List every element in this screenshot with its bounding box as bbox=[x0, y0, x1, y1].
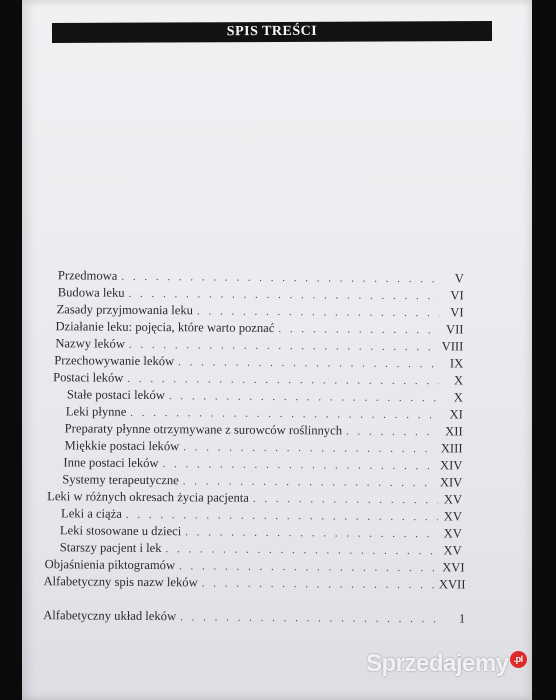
toc-entry-title: Alfabetyczny spis nazw leków bbox=[43, 574, 198, 590]
toc-entry-page: V bbox=[454, 271, 464, 286]
toc-entry-page: XV bbox=[443, 509, 463, 524]
sprzedajemy-watermark bbox=[366, 650, 527, 678]
watermark-badge-icon: .pl bbox=[510, 651, 527, 668]
toc-entry-page: XIV bbox=[439, 475, 463, 490]
toc-entry-title: Objaśnienia piktogramów bbox=[44, 557, 176, 573]
page-title: SPIS TREŚCI bbox=[52, 21, 492, 43]
toc-entry-page: X bbox=[453, 390, 464, 405]
toc-entry-title: Miękkie postaci leków bbox=[64, 438, 180, 454]
toc-entry-page: XIII bbox=[440, 441, 463, 456]
toc-entry-page: XII bbox=[445, 424, 463, 439]
toc-entry-title: Przechowywanie leków bbox=[54, 353, 175, 369]
toc-entry-title: Starszy pacjent i lek bbox=[59, 540, 162, 556]
toc-entry-page: 1 bbox=[458, 611, 466, 626]
toc-entry-title: Systemy terapeutyczne bbox=[62, 472, 179, 488]
toc-entry-page: VII bbox=[445, 322, 464, 337]
toc-entry-page: XV bbox=[443, 526, 462, 541]
dot-leader bbox=[202, 575, 435, 594]
toc-entry-title: Budowa leku bbox=[57, 285, 125, 300]
toc-entry-page: XV bbox=[443, 492, 463, 507]
toc-entry-title: Postaci leków bbox=[53, 370, 124, 385]
watermark-text: Sprzedajemy bbox=[366, 650, 509, 677]
toc-entry-page: XIV bbox=[439, 458, 463, 473]
toc-entry-page: XI bbox=[449, 407, 463, 422]
toc-entry-title: Działanie leku: pojęcia, które warto poznać bbox=[55, 319, 275, 335]
toc-entry-page: X bbox=[453, 373, 464, 388]
toc-entry-page: IX bbox=[449, 356, 464, 371]
toc-entry-title: Preparaty płynne otrzymywane z surowców roślinnych bbox=[64, 421, 343, 438]
toc-entry-page: VIII bbox=[441, 339, 464, 354]
toc-entry-title: Stałe postaci leków bbox=[66, 387, 165, 403]
toc-entry-page: VI bbox=[450, 288, 464, 303]
toc-entry-title: Inne postaci leków bbox=[63, 455, 159, 471]
document-page bbox=[22, 0, 532, 700]
dot-leader bbox=[180, 609, 441, 628]
toc-entry-page: XVII bbox=[438, 577, 466, 592]
toc-entry bbox=[43, 573, 465, 593]
table-of-contents bbox=[22, 262, 532, 626]
toc-entry-title: Leki a ciąża bbox=[60, 506, 122, 521]
toc-entry-title: Przedmowa bbox=[57, 268, 118, 283]
toc-entry-title: Leki płynne bbox=[65, 404, 127, 419]
toc-entry-title: Nazwy leków bbox=[55, 336, 126, 351]
toc-entry-title: Leki stosowane u dzieci bbox=[59, 523, 182, 539]
toc-entry-page: XVI bbox=[442, 560, 465, 575]
toc-entry bbox=[43, 607, 465, 627]
toc-entry-page: XV bbox=[443, 543, 462, 558]
toc-entry-title: Leki w różnych okresach życia pacjenta bbox=[47, 489, 249, 505]
dot-leader bbox=[346, 424, 439, 442]
toc-entry-page: VI bbox=[450, 305, 464, 320]
toc-entry-title: Alfabetyczny układ leków bbox=[43, 608, 177, 624]
toc-entry-title: Zasady przyjmowania leku bbox=[56, 302, 194, 318]
